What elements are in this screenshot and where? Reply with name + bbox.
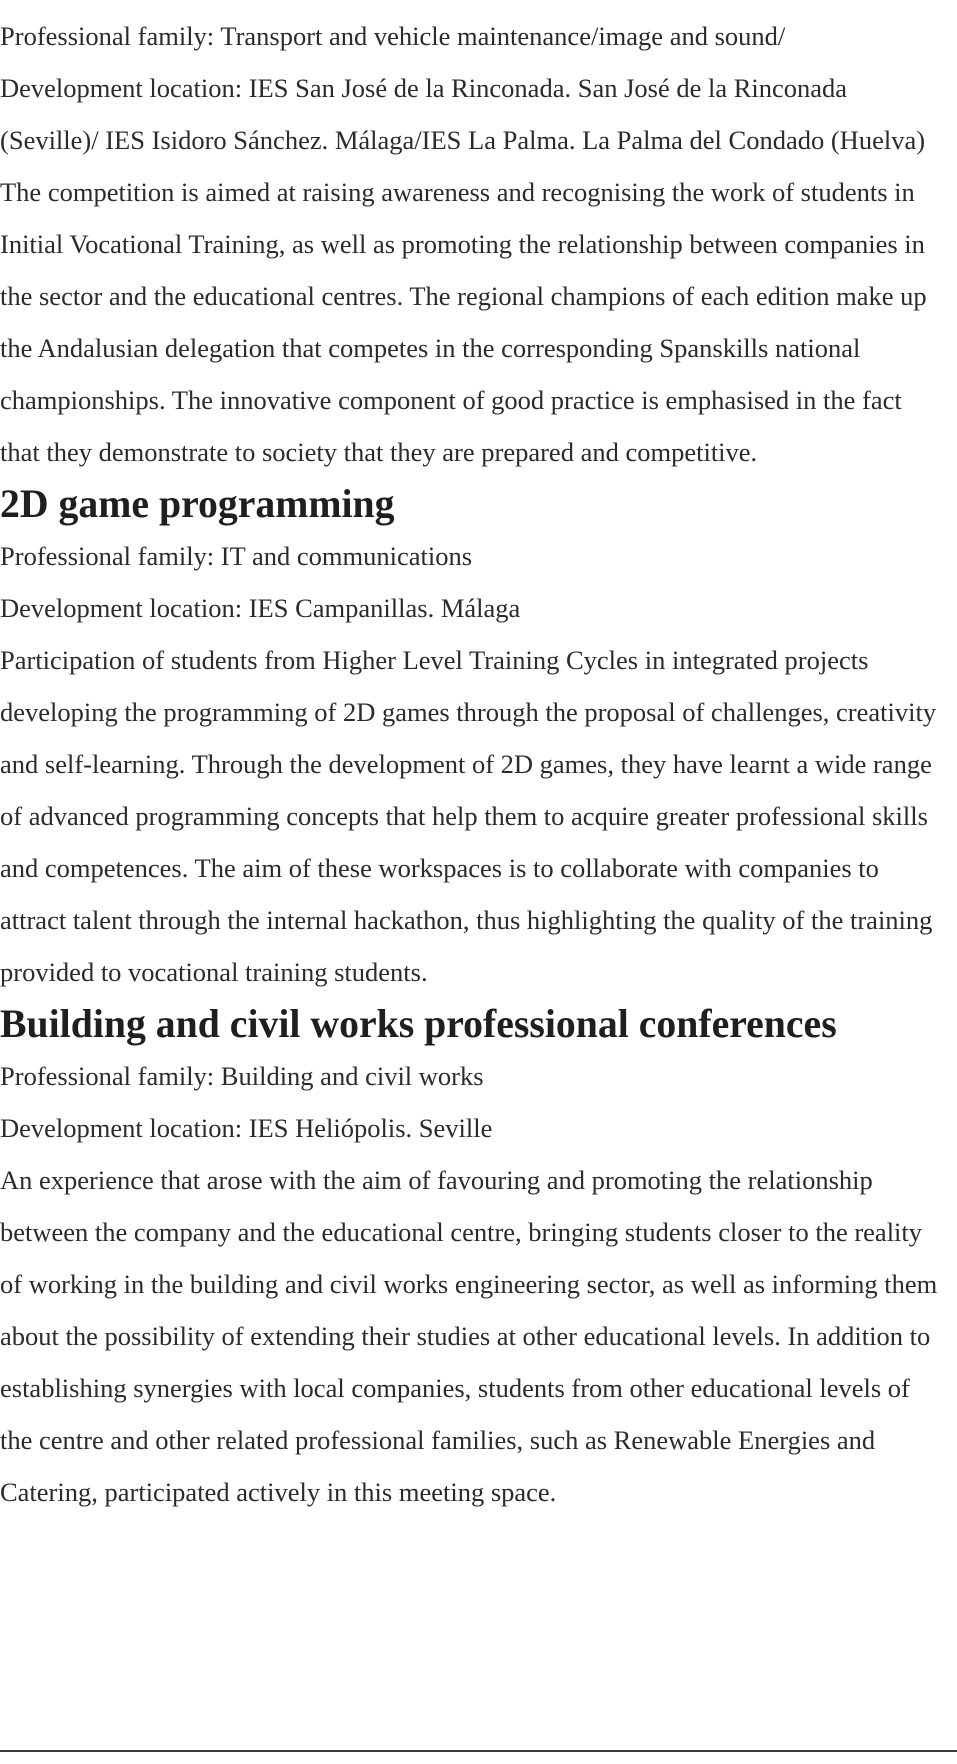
section-description: An experience that arose with the aim of favouring and promoting the relationship between the company and the educational centre, bringing students closer to the reality of working in the building and civil works engineering sector, as well as informing them about the possibility of extending their studies at other educational levels. In addition to establishing synergies with local companies, students from other educational levels of the centre and other related professional families, such as Renewable Energies and Catering, participated actively in this meeting space. (0, 1165, 938, 1507)
development-location-line: Development location: IES Campanillas. Málaga (0, 593, 521, 623)
section-building-civil-works (0, 998, 940, 1518)
professional-family-line: Professional family: Transport and vehicle maintenance/image and sound/ (0, 21, 786, 51)
section-heading: 2D game programming (0, 482, 395, 526)
section-description: Participation of students from Higher Level Training Cycles in integrated projects developing the programming of 2D games through the proposal of challenges, creativity and self-learning. Through the development of 2D games, they have learnt a wide range of advanced programming concepts that help them to acquire greater professional skills and competences. The aim of these workspaces is to collaborate with companies to attract talent through the internal hackathon, thus highlighting the quality of the training provided to vocational training students. (0, 645, 937, 987)
development-location-line: Development location: IES San José de la Rinconada. San José de la Rinconada (Seville)/ IES Isidoro Sánchez. Málaga/IES La Palma. La Palma del Condado (Huelva) (0, 73, 926, 155)
professional-family-line: Professional family: IT and communications (0, 541, 473, 571)
bottom-divider (0, 1750, 957, 1752)
section-2d-game-programming (0, 478, 940, 998)
section-transport-vehicle (0, 10, 940, 478)
section-description: The competition is aimed at raising awareness and recognising the work of students in Initial Vocational Training, as well as promoting the relationship between companies in the sector and the educational centres. The regional champions of each edition make up the Andalusian delegation that competes in the corresponding Spanskills national championships. The innovative component of good practice is emphasised in the fact that they demonstrate to society that they are prepared and competitive. (0, 177, 927, 467)
professional-family-line: Professional family: Building and civil works (0, 1061, 484, 1091)
section-heading: Building and civil works professional conferences (0, 1002, 837, 1046)
development-location-line: Development location: IES Heliópolis. Seville (0, 1113, 493, 1143)
